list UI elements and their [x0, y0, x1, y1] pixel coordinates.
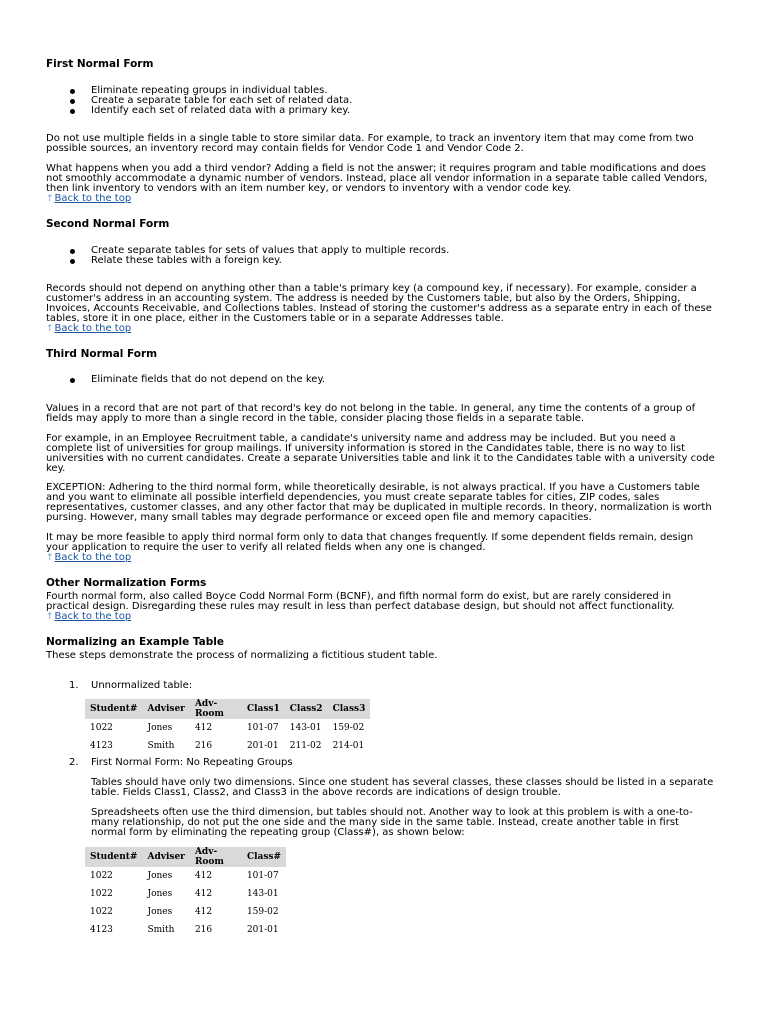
back-to-top-text[interactable]: Back to the top — [54, 552, 132, 563]
table-cell: 4123 — [90, 741, 113, 751]
text-line: Spreadsheets often use the third dimension, but tables should not. Another way to look at this problem is with a one-to- — [91, 807, 693, 818]
table-cell: 1022 — [90, 907, 113, 917]
list-item: Identify each set of related data with a primary key. — [46, 106, 352, 116]
table-cell: 211-02 — [289, 741, 322, 751]
text-line: your application to require the user to verify all related fields when any one is changed. — [46, 542, 486, 553]
table-header-row — [85, 847, 286, 867]
list-item: Eliminate fields that do not depend on the key. — [46, 375, 325, 385]
third-nf-paragraph-1 — [46, 404, 726, 424]
example-intro — [46, 651, 726, 661]
table-cell: 412 — [194, 871, 213, 881]
heading-third-normal-form: Third Normal Form — [46, 348, 158, 360]
table-cell: 201-01 — [246, 925, 279, 935]
back-to-top-link-2[interactable] — [46, 324, 131, 334]
text-line: Values in a record that are not part of that record's key do not belong in the table. In general, any time the contents of a group of — [46, 403, 696, 414]
table-cell: 101-07 — [246, 723, 279, 733]
table-cell: 143-01 — [246, 889, 279, 899]
text-line: For example, in an Employee Recruitment table, a candidate's university name and address may be included. But you need a — [46, 433, 676, 444]
step-2-paragraph-2 — [91, 808, 731, 838]
text-line: tables, store it in one place, either in the Customers table or in a separate Addresses table. — [46, 313, 504, 324]
table-cell: 216 — [194, 741, 213, 751]
text-line: normal form by eliminating the repeating group (Class#), as shown below: — [91, 827, 465, 838]
heading-normalizing-example: Normalizing an Example Table — [46, 636, 224, 648]
back-to-top-link-3[interactable] — [46, 553, 131, 563]
heading-first-normal-form: First Normal Form — [46, 58, 154, 70]
text-line: and you want to eliminate all possible interfield dependencies, you must create separate tables for cities, ZIP codes, sales — [46, 492, 660, 503]
text-line: customer's address in an accounting system. The address is needed by the Customers table, but also by the Orders, Shipping, — [46, 293, 681, 304]
third-nf-paragraph-4 — [46, 533, 726, 553]
text-line: pursing. However, many small tables may degrade performance or exceed open file and memory capacities. — [46, 512, 592, 523]
table-cell: 1022 — [90, 871, 113, 881]
column-header: Adviser — [142, 699, 189, 719]
text-line: universities with no current candidates. Create a separate Universities table and link it to the Candidates table with a university code — [46, 453, 715, 464]
column-header: Student# — [85, 699, 142, 719]
heading-other-normalization-forms: Other Normalization Forms — [46, 577, 207, 589]
back-to-top-text[interactable]: Back to the top — [54, 611, 132, 622]
column-header: Student# — [85, 847, 142, 867]
first-nf-bullets — [46, 86, 352, 116]
table-cell: 1022 — [90, 723, 113, 733]
text-line: representatives, customer classes, and any other factor that may be duplicated in multiple records. In theory, normalization is worth — [46, 502, 712, 513]
text-line: EXCEPTION: Adhering to the third normal form, while theoretically desirable, is not always practical. If you have a Customers table — [46, 482, 700, 493]
text-line: It may be more feasible to apply third normal form only to data that changes frequently. If some dependent fields remain, design — [46, 532, 694, 543]
first-nf-paragraph-2 — [46, 164, 726, 194]
step-2-paragraph-1 — [91, 778, 731, 798]
list-item: Create separate tables for sets of values that apply to multiple records. — [46, 246, 449, 256]
table-cell: 159-02 — [332, 723, 365, 733]
text-line: fields may apply to more than a single record in the table, consider placing those fields in a separate table. — [46, 413, 585, 424]
table-cell: Jones — [147, 907, 173, 917]
step-number-2: 2. — [69, 757, 79, 768]
table-header-row — [85, 699, 370, 719]
table-cell: 214-01 — [332, 741, 365, 751]
text-line: What happens when you add a third vendor? Adding a field is not the answer; it requires program and table modifications and does — [46, 163, 707, 174]
text-line: These steps demonstrate the process of normalizing a fictitious student table. — [46, 650, 438, 661]
third-nf-paragraph-2 — [46, 434, 726, 474]
column-header: Class1 — [242, 699, 285, 719]
text-line: complete list of universities for group mailings. If university information is stored in the Candidates table, there is no way to list — [46, 443, 686, 454]
up-arrow-icon: ↑ — [46, 553, 54, 563]
table-row — [85, 719, 370, 737]
third-nf-bullets — [46, 375, 325, 385]
table-cell: Jones — [147, 723, 173, 733]
list-item: Create a separate table for each set of related data. — [46, 96, 352, 106]
second-nf-paragraph-1 — [46, 284, 726, 324]
text-line: Records should not depend on anything other than a table's primary key (a compound key, if necessary). For example, consider a — [46, 283, 697, 294]
table-row — [85, 885, 286, 903]
text-line: Fourth normal form, also called Boyce Codd Normal Form (BCNF), and fifth normal form do exist, but are rarely considered in — [46, 591, 672, 602]
step-1-label: Unnormalized table: — [91, 680, 193, 691]
list-item: Eliminate repeating groups in individual tables. — [46, 86, 352, 96]
up-arrow-icon: ↑ — [46, 324, 54, 334]
table-row — [85, 921, 286, 939]
back-to-top-link-4[interactable] — [46, 612, 131, 622]
first-nf-paragraph-1 — [46, 134, 726, 154]
table-cell: Smith — [147, 741, 175, 751]
table-cell: 412 — [194, 723, 213, 733]
table-cell: Jones — [147, 889, 173, 899]
table-cell: 412 — [194, 907, 213, 917]
table-cell: Jones — [147, 871, 173, 881]
text-line: key. — [46, 463, 66, 474]
table-cell: 216 — [194, 925, 213, 935]
up-arrow-icon: ↑ — [46, 194, 54, 204]
column-header: Class3 — [328, 699, 371, 719]
table-cell: 1022 — [90, 889, 113, 899]
table-cell: 143-01 — [289, 723, 322, 733]
step-number-1: 1. — [69, 680, 79, 691]
column-header: Class2 — [285, 699, 328, 719]
column-header: Adv-Room — [190, 699, 242, 719]
third-nf-paragraph-3 — [46, 483, 726, 523]
text-line: practical design. Disregarding these rules may result in less than perfect database design, but should not affect functionality. — [46, 601, 675, 612]
table-row — [85, 737, 370, 755]
table-row — [85, 903, 286, 921]
table-row — [85, 867, 286, 885]
list-item: Relate these tables with a foreign key. — [46, 256, 449, 266]
other-forms-paragraph-1 — [46, 592, 726, 612]
column-header: Class# — [242, 847, 286, 867]
unnormalized-table — [85, 699, 370, 755]
text-line: many relationship, do not put the one side and the many side in the same table. Instead, create another table in first — [91, 817, 679, 828]
text-line: possible sources, an inventory record may contain fields for Vendor Code 1 and Vendor Code 2. — [46, 143, 524, 154]
table-cell: 201-01 — [246, 741, 279, 751]
back-to-top-text[interactable]: Back to the top — [54, 193, 132, 204]
table-cell: 159-02 — [246, 907, 279, 917]
text-line: Do not use multiple fields in a single table to store similar data. For example, to track an inventory item that may come from two — [46, 133, 694, 144]
table-cell: 4123 — [90, 925, 113, 935]
text-line: not smoothly accommodate a dynamic number of vendors. Instead, place all vendor information in a separate table called Vendors, — [46, 173, 708, 184]
column-header: Adviser — [142, 847, 189, 867]
second-nf-bullets — [46, 246, 449, 266]
table-cell: Smith — [147, 925, 175, 935]
text-line: Invoices, Accounts Receivable, and Collections tables. Instead of storing the customer's address as a separate entry in each of these — [46, 303, 712, 314]
text-line: then link inventory to vendors with an item number key, or vendors to inventory with a vendor code key. — [46, 183, 572, 194]
text-line: Tables should have only two dimensions. Since one student has several classes, these classes should be listed in a separate — [91, 777, 714, 788]
heading-second-normal-form: Second Normal Form — [46, 218, 170, 230]
step-2-label: First Normal Form: No Repeating Groups — [91, 757, 293, 768]
back-to-top-link-1[interactable] — [46, 194, 131, 204]
text-line: table. Fields Class1, Class2, and Class3 in the above records are indications of design trouble. — [91, 787, 561, 798]
table-cell: 412 — [194, 889, 213, 899]
up-arrow-icon: ↑ — [46, 612, 54, 622]
column-header: Adv-Room — [190, 847, 242, 867]
table-cell: 101-07 — [246, 871, 279, 881]
first-normal-form-table — [85, 847, 286, 939]
back-to-top-text[interactable]: Back to the top — [54, 323, 132, 334]
